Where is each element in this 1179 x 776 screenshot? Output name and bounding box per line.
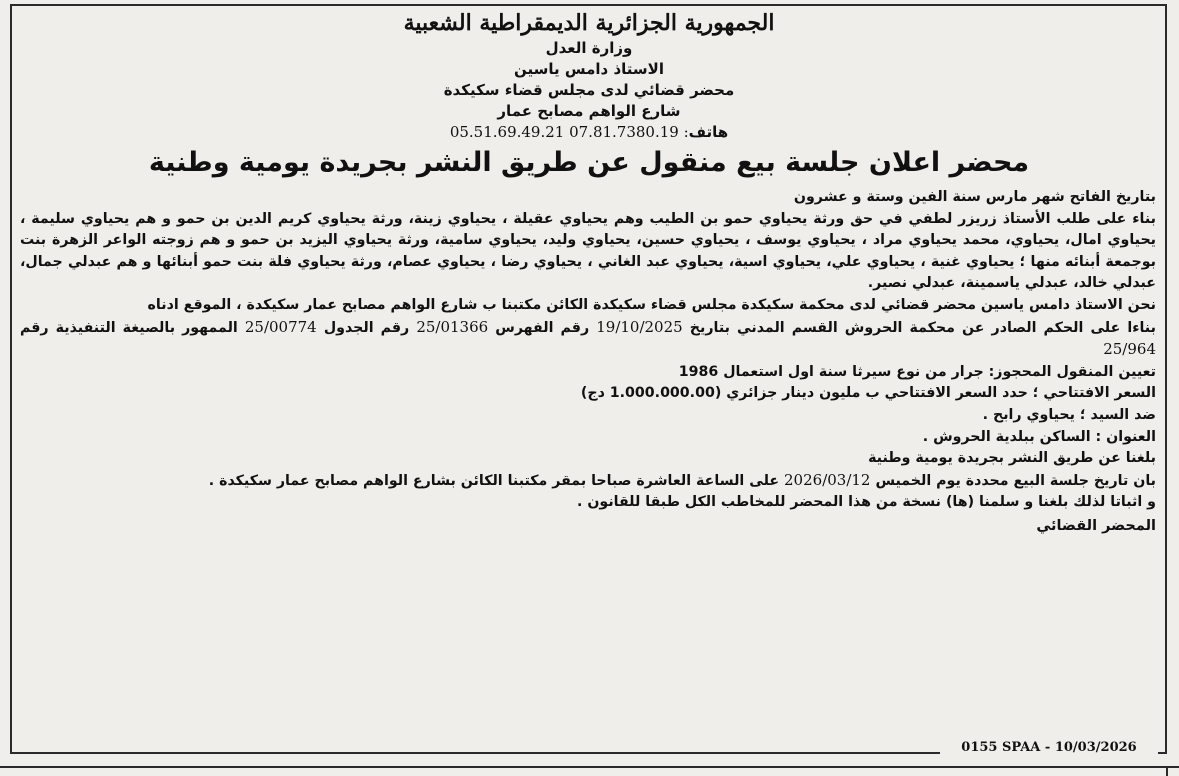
legal-notice: [14, 6, 1164, 534]
phone-line: [14, 122, 1164, 143]
judgment-table: 25/00774: [244, 317, 317, 336]
bottom-divider-tick: [1166, 766, 1168, 776]
judgment-date: 19/10/2025: [596, 317, 683, 336]
judgment-text-c: رقم الجدول: [323, 319, 410, 336]
phone-label: هاتف: [688, 123, 729, 141]
judgment-exec-number: 25/964: [1103, 340, 1156, 359]
notice-title: محضر اعلان جلسة بيع منقول عن طريق النشر بجريدة يومية وطنية: [148, 147, 1030, 178]
bailiff-name: الاستاذ دامس ياسين: [514, 60, 664, 78]
seized-item: تعيين المنقول المحجوز: جرار من نوع سيرثا سنة اول استعمال 1986: [678, 363, 1156, 380]
judgment-text-b: رقم الفهرس: [495, 319, 590, 336]
phone-numbers: 05.51.69.49.21 07.81.7380.19 :: [449, 123, 689, 141]
opening-price: السعر الافتتاحي ؛ حدد السعر الافتتاحي ب مليون دينار جزائري (1.000.000.00 دج): [580, 385, 1156, 402]
notified-line: بلغنا عن طريق النشر بجريدة يومية وطنية: [868, 450, 1156, 467]
signature-label: المحضر القضائي: [1036, 517, 1156, 534]
publication-code: 0155 SPAA - 10/03/2026: [940, 740, 1158, 756]
bottom-divider: [0, 766, 1179, 768]
street-line: شارع الواهم مصابح عمار: [497, 102, 681, 120]
judgment-index: 25/01366: [416, 317, 489, 336]
address-line: العنوان : الساكن ببلدية الحروش .: [922, 428, 1156, 445]
proof-line: و اثباتا لذلك بلغنا و سلمنا (ها) نسخة من هذا المحضر للمخاطب الكل طبقا للقانون .: [576, 494, 1156, 511]
judgment-text-a: بناءا على الحكم الصادر عن محكمة الحروش القسم المدني بتاريخ: [689, 319, 1156, 336]
republic-heading: الجمهورية الجزائرية الديمقراطية الشعبية: [403, 10, 775, 36]
judgment-text-d: الممهور بالصيغة التنفيذية رقم: [20, 319, 238, 336]
session-paragraph: [20, 470, 1156, 493]
date-line: بتاريخ الفاتح شهر مارس سنة الفين وستة و عشرون: [793, 189, 1156, 205]
against-line: ضد السيد ؛ يحياوي رابح .: [982, 406, 1156, 423]
judgment-paragraph: [20, 317, 1156, 362]
ministry-heading: وزارة العدل: [545, 39, 633, 57]
bailiff-statement: نحن الاستاذ دامس ياسين محضر قضائي لدى محكمة سكيكدة مجلس قضاء سكيكدة الكائن مكتبنا ب شارع الواهم مصابح عمار سكيكدة ، الموقع ادناه: [147, 296, 1156, 313]
session-text-a: بان تاريخ جلسة البيع محددة يوم الخميس: [875, 472, 1156, 489]
office-line: محضر قضائي لدى مجلس قضاء سكيكدة: [443, 81, 735, 99]
session-text-b: على الساعة العاشرة صباحا بمقر مكتبنا الكائن بشارع الواهم مصابح عمار سكيكدة .: [208, 472, 780, 489]
session-date: 2026/03/12: [784, 470, 871, 489]
request-paragraph: بناء على طلب الأستاذ زريزر لطفي في حق ورثة يحياوي حمو بن الطيب وهم يحياوي عقيلة ، يحياوي زينة، ورثة يحياوي كريم الدين بن حمو و هم يحياوي سليمة ، يحياوي امال، يحياوي، محمد يحياوي مراد ، يحياوي يوسف ، يحياوي حسين، يحياوي وليد، يحياوي سامية، ورثة يحياوي اليزيد بن حمو و هم زوجته الواعر الزهرة بنت بوجمعة أبنائه منها ؛ يحياوي غنية ، يحياوي علي، يحياوي اسية، يحياوي عبد الغاني ، يحياوي رضا ، يحياوي عصام، ورثة يحياوي فلة بنت حمو أبنائها و هم عبدلي جمال، عبدلي خالد، عبدلي ياسمينة، عبدلي نصير.: [20, 210, 1156, 292]
notice-body: [14, 187, 1164, 514]
